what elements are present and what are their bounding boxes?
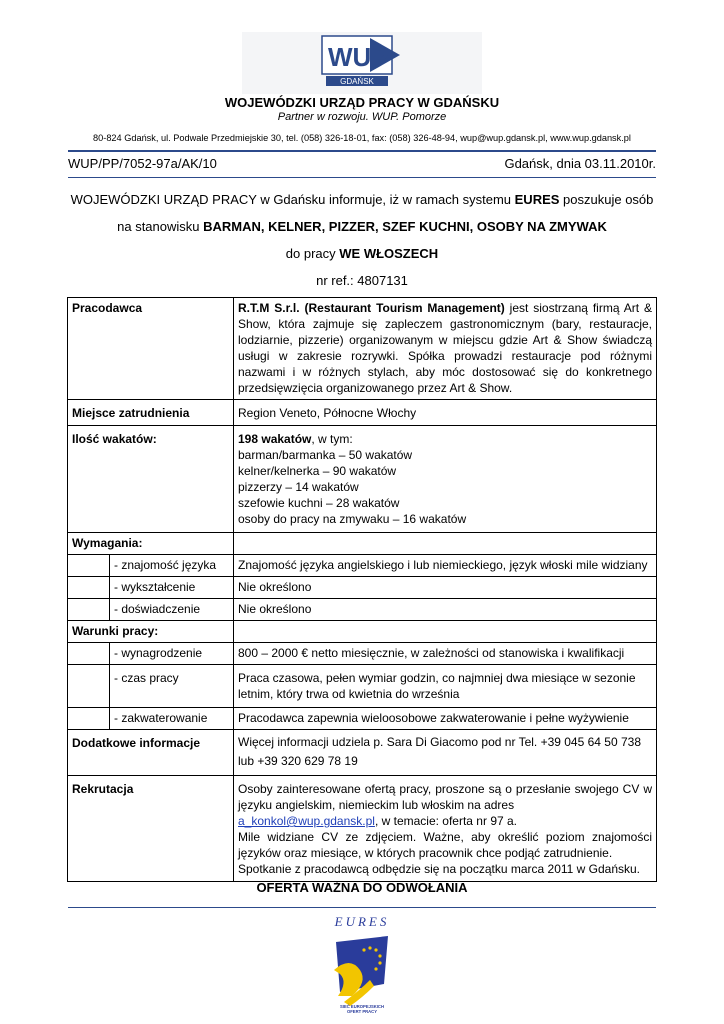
language-value: Znajomość języka angielskiego i lub niemieckiego, język włoski mile widziany [234,555,657,577]
list-item: pizzerzy – 14 wakatów [238,480,359,494]
footer-rule [68,907,656,908]
work-time-value: Praca czasowa, pełen wymiar godzin, co najmniej dwa miesiące w sezonie letnim, który trwa od kwietnia do września [234,665,657,708]
offer-ref-number: nr ref.: 4807131 [316,273,408,288]
logo-gdansk-text: GDAŃSK [340,77,374,86]
offer-validity: OFERTA WAŻNA DO ODWOŁANIA [256,880,468,895]
table-row [68,426,657,533]
employer-label: Pracodawca [68,298,234,400]
document-date: Gdańsk, dnia 03.11.2010r. [504,156,656,171]
requirements-label: Wymagania: [68,533,234,555]
org-tagline: Partner w rozwoju. WUP. Pomorze [277,111,447,123]
table-row [68,298,657,400]
ref-rule [68,177,656,178]
vacancies-value: 198 wakatów, w tym: barman/barmanka – 50 wakatów kelner/kelnerka – 90 wakatów pizzerzy – 14 wakatów szefowie kuchni – 28 wakatów osoby do pracy na zmywaku – 16 wakatów [234,426,657,533]
org-name: WOJEWÓDZKI URZĄD PRACY W GDAŃSKU [224,95,500,110]
employer-value: R.T.M S.r.l. (Restaurant Tourism Management) jest siostrzaną firmą Art & Show, która zajmuje się zapleczem gastronomicznym (bary, restauracje, lodziarnie, pizzerie) organizowanym w miejscu gdzie Art & Show świadczą usługi w zakresie rozrywki. Spółka prowadzi restauracje pod różnymi nazwami i w różnych stylach, aby móc dostosować się do konkretnego przedsięwzięcia organizowanego przez Art & Show. [234,298,657,400]
table-row [68,708,657,730]
language-label: - znajomość języka [110,555,234,577]
list-item: szefowie kuchni – 28 wakatów [238,496,400,510]
additional-info-label: Dodatkowe informacje [68,730,234,776]
table-row [68,555,657,577]
table-row [68,599,657,621]
reference-number: WUP/PP/7052-97a/AK/10 [68,156,217,171]
table-row [68,400,657,426]
location-label: Miejsce zatrudnienia [68,400,234,426]
salary-label: - wynagrodzenie [110,643,234,665]
experience-label: - doświadczenie [110,599,234,621]
wup-logo [242,32,482,94]
list-item: osoby do pracy na zmywaku – 16 wakatów [238,512,467,526]
education-value: Nie określono [234,577,657,599]
vacancies-label: Ilość wakatów: [68,426,234,533]
work-country-line: do pracy WE WŁOSZECH [285,246,439,261]
table-row [68,730,657,776]
eures-logo [330,912,394,1016]
table-row [68,533,657,555]
table-row [68,643,657,665]
housing-label: - zakwaterowanie [110,708,234,730]
table-row [68,577,657,599]
org-address: 80-824 Gdańsk, ul. Podwale Przedmiejskie 30, tel. (058) 326-18-01, fax: (058) 326-48-94, wup@wup.gdansk.pl, www.wup.gdansk.pl [93,133,631,143]
eures-logo-text: EURES [334,914,390,929]
recruitment-label: Rekrutacja [68,776,234,882]
table-row [68,776,657,882]
header-rule [68,150,656,152]
conditions-label: Warunki pracy: [68,621,234,643]
location-value: Region Veneto, Północne Włochy [234,400,657,426]
experience-value: Nie określono [234,599,657,621]
logo-wup-text: WUP [328,42,389,72]
offer-table [67,297,657,882]
eures-sub-line-2: OFERT PRACY [346,1009,378,1014]
list-item: kelner/kelnerka – 90 wakatów [238,464,397,478]
additional-info-value: Więcej informacji udziela p. Sara Di Giacomo pod nr Tel. +39 045 64 50 738 lub +39 320 629 78 19 [234,730,657,776]
recruitment-value: Osoby zainteresowane ofertą pracy, proszone są o przesłanie swojego CV w języku angielskim, niemieckim lub włoskim na adres a_konkol@wup.gdansk.pl, w temacie: oferta nr 97 a. Mile widziane CV ze zdjęciem. Ważne, aby określić poziom znajomości języków oraz miesiące, w których pracownik chce podjąć zatrudnienie. Spotkanie z pracodawcą odbędzie się na początku marca 2011 w Gdańsku. [234,776,657,882]
table-row [68,621,657,643]
eures-sub-line-1: SIEĆ EUROPEJSKICH [340,1004,384,1009]
housing-value: Pracodawca zapewnia wieloosobowe zakwaterowanie i pełne wyżywienie [234,708,657,730]
intro-line: WOJEWÓDZKI URZĄD PRACY w Gdańsku informuje, iż w ramach systemu EURES poszukuje osób [70,192,654,207]
positions-line: na stanowisku BARMAN, KELNER, PIZZER, SZEF KUCHNI, OSOBY NA ZMYWAK [117,219,607,234]
recruitment-email-link[interactable]: a_konkol@wup.gdansk.pl [238,814,375,828]
list-item: barman/barmanka – 50 wakatów [238,448,413,462]
salary-value: 800 – 2000 € netto miesięcznie, w zależności od stanowiska i kwalifikacji [234,643,657,665]
table-row [68,665,657,708]
education-label: - wykształcenie [110,577,234,599]
work-time-label: - czas pracy [110,665,234,708]
